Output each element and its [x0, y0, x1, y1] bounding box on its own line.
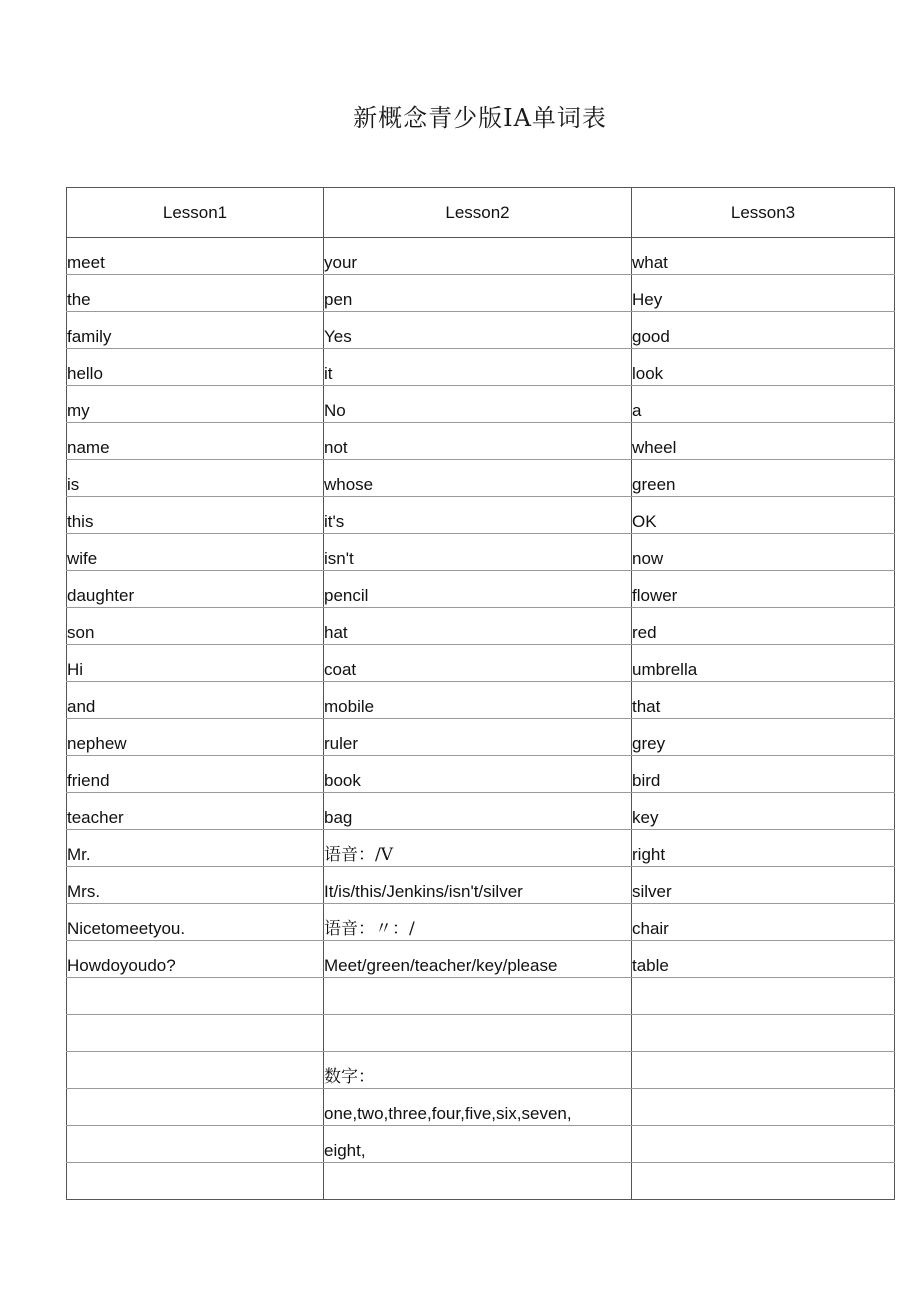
- column-header-lesson3: Lesson3: [632, 188, 895, 238]
- table-cell: umbrella: [632, 645, 895, 682]
- page-title: 新概念青少版IA单词表: [353, 104, 607, 132]
- table-cell: chair: [632, 904, 895, 941]
- table-row: [67, 756, 895, 793]
- table-cell: pencil: [324, 571, 632, 608]
- table-row: [67, 1052, 895, 1089]
- table-cell: 数字：: [324, 1052, 632, 1089]
- table-row: [67, 645, 895, 682]
- table-cell: meet: [67, 238, 324, 275]
- table-cell: a: [632, 386, 895, 423]
- table-row: [67, 1015, 895, 1052]
- table-cell: mobile: [324, 682, 632, 719]
- table-row: [67, 1126, 895, 1163]
- table-row: [67, 275, 895, 312]
- table-cell: not: [324, 423, 632, 460]
- table-cell: [632, 1126, 895, 1163]
- table-cell: look: [632, 349, 895, 386]
- table-cell: wife: [67, 534, 324, 571]
- column-header-lesson2: Lesson2: [324, 188, 632, 238]
- table-cell: [632, 978, 895, 1015]
- table-cell: isn't: [324, 534, 632, 571]
- table-cell: nephew: [67, 719, 324, 756]
- table-cell: hat: [324, 608, 632, 645]
- table-row: [67, 1089, 895, 1126]
- table-cell: hello: [67, 349, 324, 386]
- table-row: [67, 534, 895, 571]
- table-cell: one,two,three,four,five,six,seven,: [324, 1089, 632, 1126]
- table-cell: [632, 1052, 895, 1089]
- table-cell: Hi: [67, 645, 324, 682]
- header-row: [67, 188, 895, 238]
- table-cell: [67, 978, 324, 1015]
- table-row: [67, 238, 895, 275]
- table-cell: green: [632, 460, 895, 497]
- table-cell: name: [67, 423, 324, 460]
- table-cell: coat: [324, 645, 632, 682]
- table-cell: it: [324, 349, 632, 386]
- table-cell: wheel: [632, 423, 895, 460]
- table-cell: the: [67, 275, 324, 312]
- table-cell: bag: [324, 793, 632, 830]
- table-cell: [67, 1015, 324, 1052]
- table-cell: Mrs.: [67, 867, 324, 904]
- vocabulary-table: [66, 187, 895, 1200]
- table-cell: pen: [324, 275, 632, 312]
- table-row: [67, 497, 895, 534]
- table-row: [67, 793, 895, 830]
- table-cell: daughter: [67, 571, 324, 608]
- table-cell: whose: [324, 460, 632, 497]
- table-cell: ruler: [324, 719, 632, 756]
- table-row: [67, 349, 895, 386]
- table-row: [67, 830, 895, 867]
- table-cell: [632, 1163, 895, 1200]
- table-cell: right: [632, 830, 895, 867]
- table-row: [67, 571, 895, 608]
- table-row: [67, 719, 895, 756]
- table-cell: [67, 1052, 324, 1089]
- table-cell: 语音：/V: [324, 830, 632, 867]
- table-cell: flower: [632, 571, 895, 608]
- table-row: [67, 1163, 895, 1200]
- table-cell: friend: [67, 756, 324, 793]
- table-cell: [324, 1015, 632, 1052]
- table-row: [67, 386, 895, 423]
- table-row: [67, 941, 895, 978]
- table-row: [67, 608, 895, 645]
- table-cell: OK: [632, 497, 895, 534]
- table-cell: [67, 1163, 324, 1200]
- table-cell: Yes: [324, 312, 632, 349]
- table-cell: silver: [632, 867, 895, 904]
- table-row: [67, 978, 895, 1015]
- table-cell: Howdoyoudo?: [67, 941, 324, 978]
- table-cell: is: [67, 460, 324, 497]
- table-cell: teacher: [67, 793, 324, 830]
- table-cell: [632, 1089, 895, 1126]
- table-cell: grey: [632, 719, 895, 756]
- table-cell: [67, 1089, 324, 1126]
- table-cell: It/is/this/Jenkins/isn't/silver: [324, 867, 632, 904]
- table-cell: that: [632, 682, 895, 719]
- table-row: [67, 867, 895, 904]
- table-cell: Hey: [632, 275, 895, 312]
- table-cell: [67, 1126, 324, 1163]
- table-cell: 语音：〃：/: [324, 904, 632, 941]
- table-cell: table: [632, 941, 895, 978]
- table-cell: Meet/green/teacher/key/please: [324, 941, 632, 978]
- table-cell: son: [67, 608, 324, 645]
- table-cell: key: [632, 793, 895, 830]
- table-cell: eight,: [324, 1126, 632, 1163]
- table-cell: [324, 1163, 632, 1200]
- table-row: [67, 312, 895, 349]
- table-row: [67, 904, 895, 941]
- table-cell: bird: [632, 756, 895, 793]
- table-cell: this: [67, 497, 324, 534]
- table-row: [67, 682, 895, 719]
- table-cell: my: [67, 386, 324, 423]
- table-row: [67, 460, 895, 497]
- table-cell: red: [632, 608, 895, 645]
- table-cell: your: [324, 238, 632, 275]
- column-header-lesson1: Lesson1: [67, 188, 324, 238]
- table-cell: family: [67, 312, 324, 349]
- table-cell: it's: [324, 497, 632, 534]
- table-cell: [324, 978, 632, 1015]
- table-cell: and: [67, 682, 324, 719]
- table-cell: [632, 1015, 895, 1052]
- table-cell: Mr.: [67, 830, 324, 867]
- table-cell: book: [324, 756, 632, 793]
- table-row: [67, 423, 895, 460]
- table-cell: No: [324, 386, 632, 423]
- table-cell: good: [632, 312, 895, 349]
- table-cell: Nicetomeetyou.: [67, 904, 324, 941]
- table-cell: now: [632, 534, 895, 571]
- table-cell: what: [632, 238, 895, 275]
